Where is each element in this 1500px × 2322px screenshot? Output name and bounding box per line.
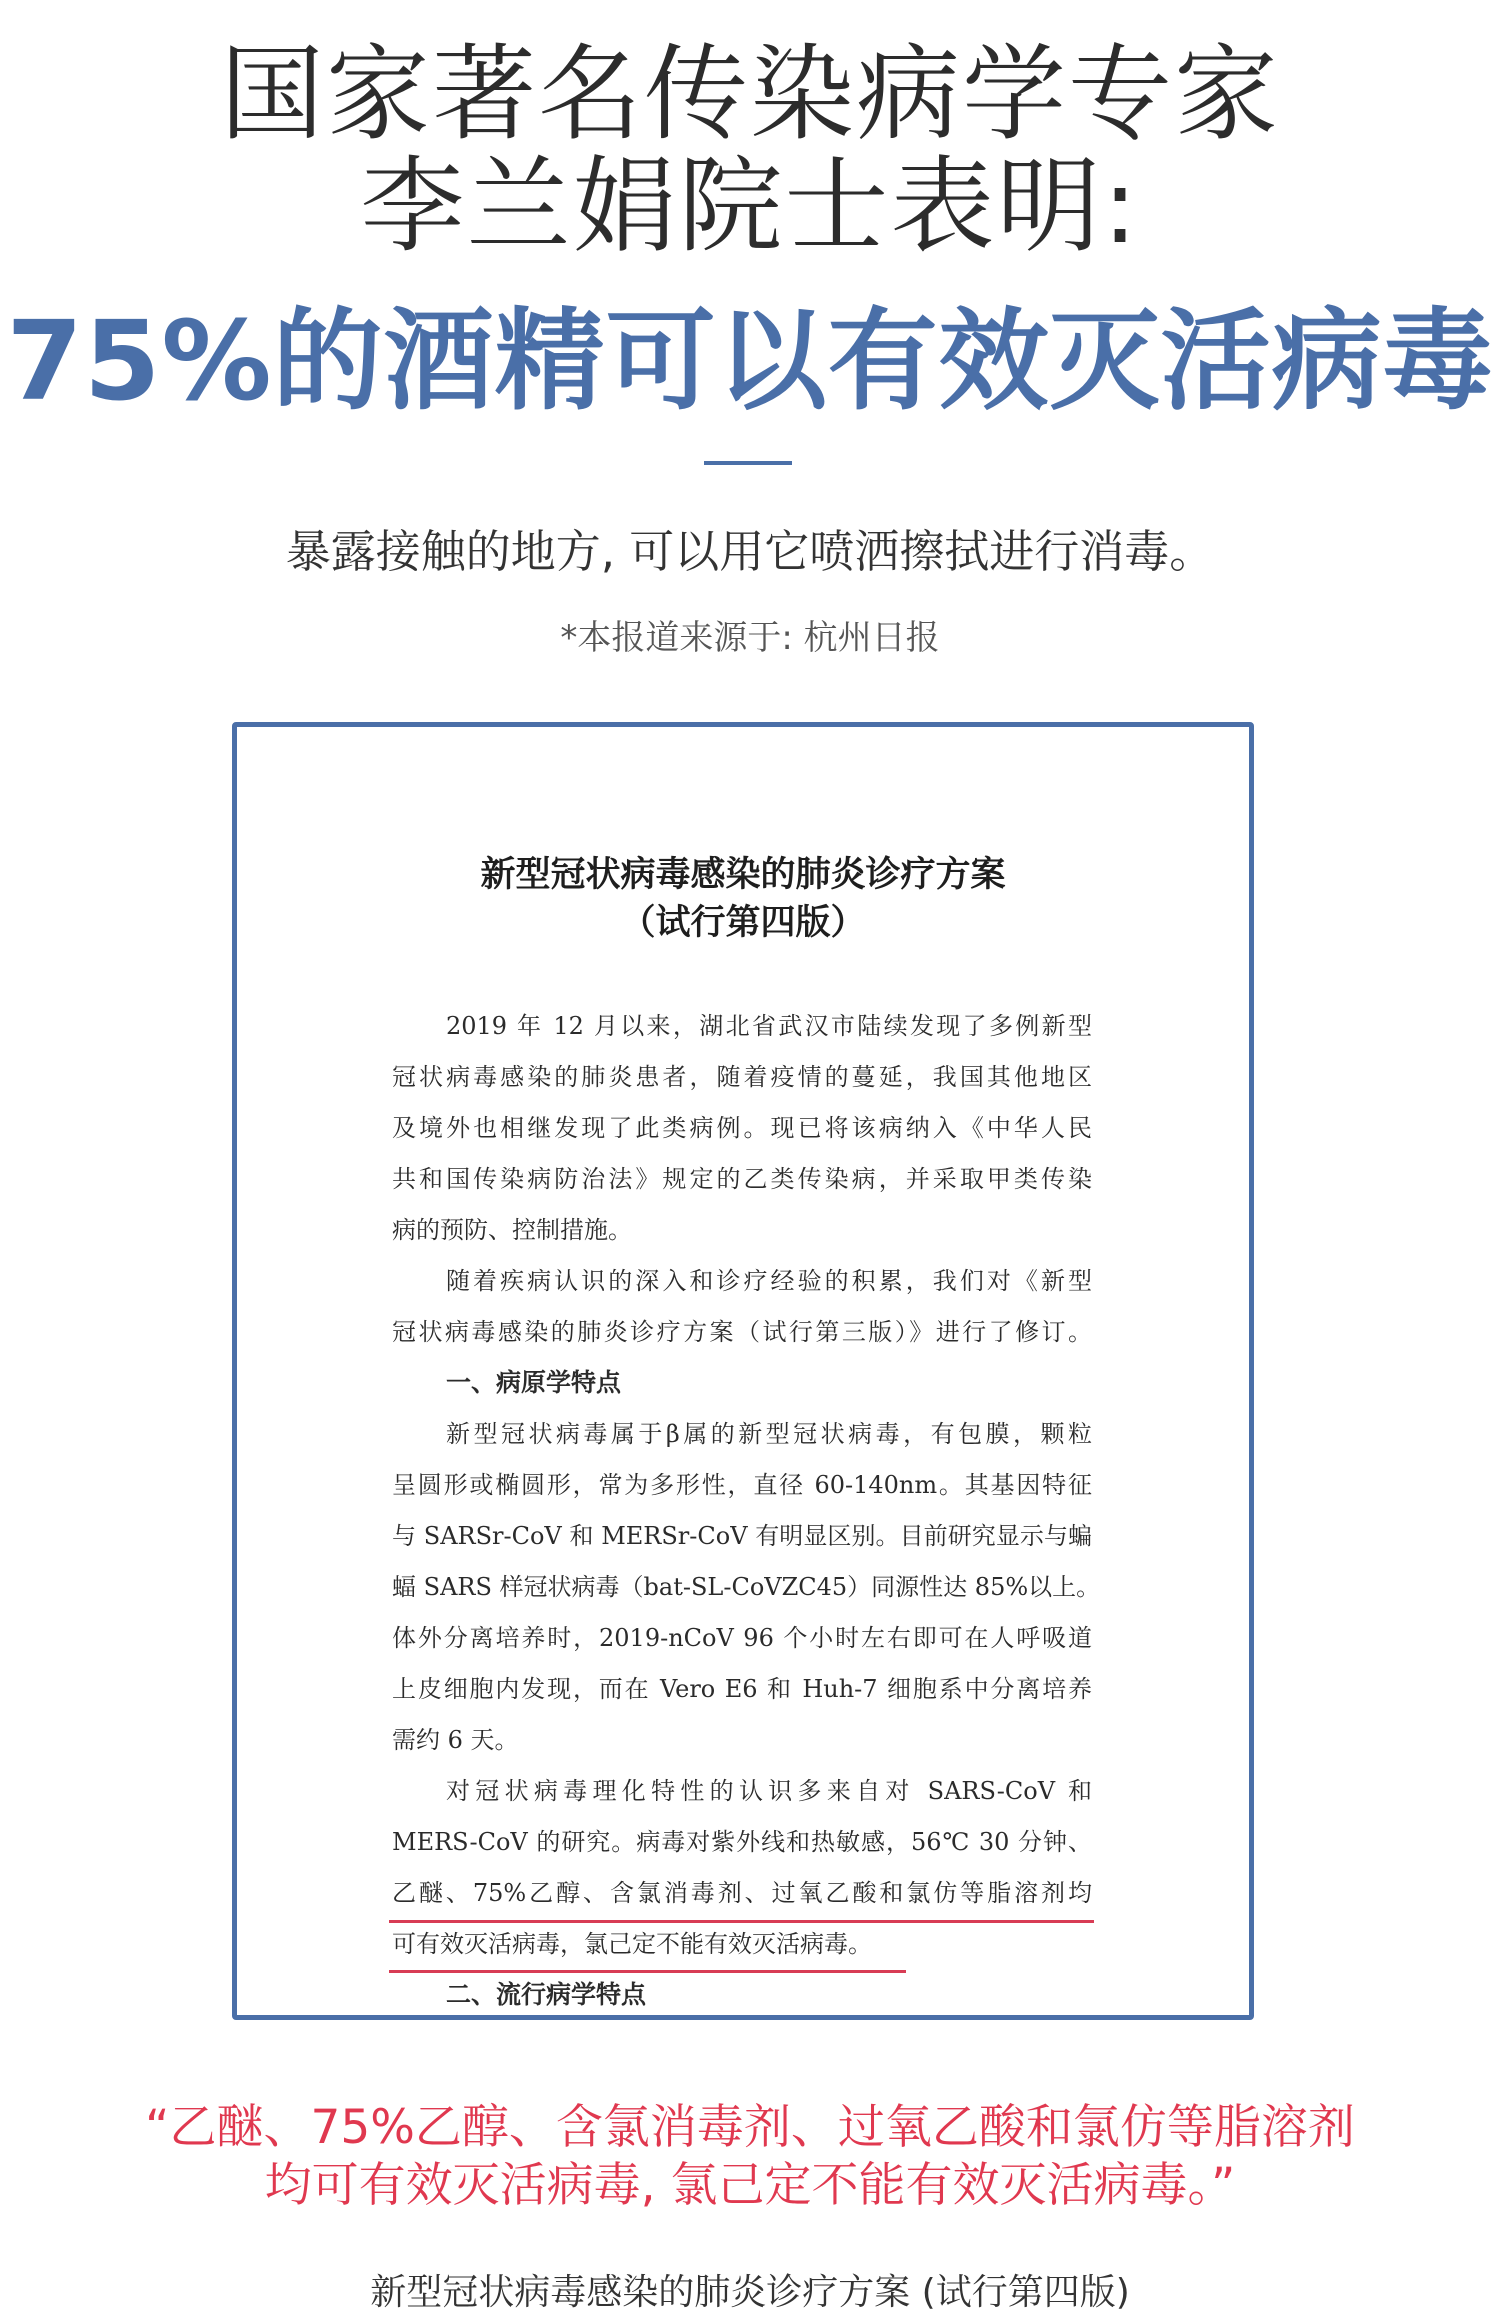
document-line: 及境外也相继发现了此类病例。现已将该病纳入《中华人民 (392, 1114, 1092, 1142)
document-line: 病的预防、控制措施。 (392, 1216, 632, 1244)
document-line: MERS-CoV 的研究。病毒对紫外线和热敏感，56℃ 30 分钟、 (392, 1828, 1092, 1856)
document-line: 与 SARSr-CoV 和 MERSr-CoV 有明显区别。目前研究显示与蝙 (392, 1522, 1092, 1550)
document-line: 随着疾病认识的深入和诊疗经验的积累，我们对《新型 (446, 1267, 1092, 1295)
document-line-highlighted: 可有效灭活病毒，氯己定不能有效灭活病毒。 (392, 1930, 872, 1958)
document-line: 新型冠状病毒属于β属的新型冠状病毒，有包膜，颗粒 (446, 1420, 1092, 1448)
source-note: *本报道来源于: 杭州日报 (560, 618, 940, 658)
document-line: 上皮细胞内发现，而在 Vero E6 和 Huh-7 细胞系中分离培养 (392, 1675, 1092, 1703)
highlight-quote-line-2: 均可有效灭活病毒, 氯己定不能有效灭活病毒。” (264, 2158, 1236, 2213)
document-line: 冠状病毒感染的肺炎患者，随着疫情的蔓延，我国其他地区 (392, 1063, 1092, 1091)
document-line: 呈圆形或椭圆形，常为多形性，直径 60-140nm。其基因特征 (392, 1471, 1092, 1499)
document-line: 蝠 SARS 样冠状病毒（bat-SL-CoVZC45）同源性达 85%以上。 (392, 1573, 1101, 1601)
headline-line-2: 李兰娟院士表明: (360, 145, 1140, 267)
main-claim: 75%的酒精可以有效灭活病毒 (6, 297, 1494, 425)
subtitle: 暴露接触的地方, 可以用它喷洒擦拭进行消毒。 (285, 525, 1215, 578)
document-line: 需约 6 天。 (392, 1726, 519, 1754)
document-line-highlighted: 乙醚、75%乙醇、含氯消毒剂、过氧乙酸和氯仿等脂溶剂均 (392, 1879, 1092, 1907)
headline-line-1: 国家著名传染病学专家 (219, 33, 1280, 155)
highlight-quote-line-1: “乙醚、75%乙醇、含氯消毒剂、过氧乙酸和氯仿等脂溶剂 (145, 2100, 1355, 2155)
document-line: 2019 年 12 月以来，湖北省武汉市陆续发现了多例新型 (446, 1012, 1092, 1040)
document-title: 新型冠状病毒感染的肺炎诊疗方案 (480, 854, 1006, 895)
document-caption: 新型冠状病毒感染的肺炎诊疗方案 (试行第四版) (370, 2272, 1130, 2313)
document-line: 体外分离培养时，2019-nCoV 96 个小时左右即可在人呼吸道 (392, 1624, 1092, 1652)
document-line: 对冠状病毒理化特性的认识多来自对 SARS-CoV 和 (446, 1777, 1092, 1805)
document-section-heading: 一、病原学特点 (446, 1368, 622, 1397)
document-excerpt-frame (232, 722, 1254, 2020)
document-subtitle: （试行第四版） (620, 902, 866, 943)
document-line: 共和国传染病防治法》规定的乙类传染病，并采取甲类传染 (392, 1165, 1092, 1193)
document-section-heading: 二、流行病学特点 (446, 1980, 647, 2009)
accent-divider (704, 461, 792, 465)
document-line: 冠状病毒感染的肺炎诊疗方案（试行第三版）》进行了修订。 (392, 1318, 1092, 1346)
